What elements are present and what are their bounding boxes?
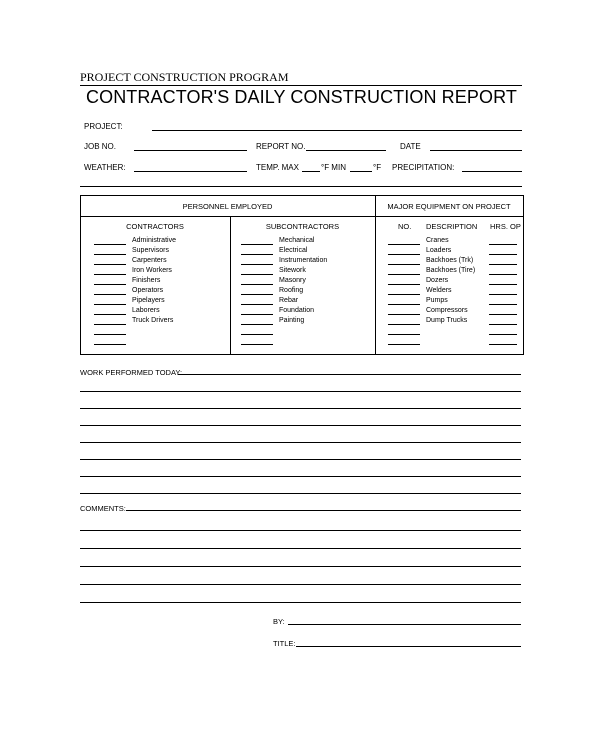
equipment-hrs-field[interactable] — [489, 334, 517, 335]
contractor-label: Iron Workers — [132, 267, 172, 274]
work-performed-line[interactable] — [80, 408, 521, 409]
project-label: PROJECT: — [84, 122, 123, 131]
subcontractor-label: Roofing — [279, 287, 304, 294]
subcontractor-count-field[interactable] — [241, 324, 273, 325]
equipment-label: Cranes — [426, 237, 449, 244]
equipment-label: Backhoes (Trk) — [426, 257, 474, 264]
report-title: CONTRACTOR'S DAILY CONSTRUCTION REPORT — [86, 87, 517, 107]
equipment-no-field[interactable] — [388, 344, 420, 345]
equipment-hrs-field[interactable] — [489, 324, 517, 325]
equipment-description-header: DESCRIPTION — [426, 222, 478, 231]
equipment-label: Compressors — [426, 307, 468, 314]
contractor-count-field[interactable] — [94, 334, 126, 335]
equipment-header: MAJOR EQUIPMENT ON PROJECT — [387, 202, 511, 211]
contractor-label: Supervisors — [132, 247, 169, 254]
program-title: PROJECT CONSTRUCTION PROGRAM — [80, 70, 289, 84]
equipment-hrs-field[interactable] — [489, 304, 517, 305]
comments-line[interactable] — [80, 530, 521, 531]
equipment-no-field[interactable] — [388, 324, 420, 325]
subcontractor-count-field[interactable] — [241, 314, 273, 315]
comments-line[interactable] — [80, 602, 521, 603]
personnel-header: PERSONNEL EMPLOYED — [182, 202, 273, 211]
work-performed-line[interactable] — [80, 459, 521, 460]
contractor-count-field[interactable] — [94, 344, 126, 345]
equipment-no-field[interactable] — [388, 274, 420, 275]
table-divider-equipment — [375, 195, 376, 354]
contractor-label: Carpenters — [132, 257, 167, 264]
title-label: TITLE: — [273, 639, 296, 648]
contractor-label: Administrative — [132, 237, 176, 244]
contractor-label: Finishers — [132, 277, 161, 284]
equipment-no-field[interactable] — [388, 304, 420, 305]
subcontractor-count-field[interactable] — [241, 334, 273, 335]
equipment-hrs-field[interactable] — [489, 344, 517, 345]
subcontractor-label: Sitework — [279, 267, 306, 274]
weather-field[interactable] — [134, 171, 247, 172]
contractor-count-field[interactable] — [94, 264, 126, 265]
equipment-no-field[interactable] — [388, 314, 420, 315]
temp-unit-label: °F — [373, 163, 382, 172]
contractor-label: Truck Drivers — [132, 317, 174, 324]
equipment-label: Backhoes (Tire) — [426, 267, 476, 274]
table-header-rule — [80, 216, 523, 217]
divider-top — [80, 186, 522, 187]
contractor-count-field[interactable] — [94, 274, 126, 275]
equipment-hrs-field[interactable] — [489, 244, 517, 245]
subcontractor-count-field[interactable] — [241, 294, 273, 295]
equipment-hrs-field[interactable] — [489, 284, 517, 285]
subcontractor-label: Painting — [279, 317, 305, 324]
work-performed-line[interactable] — [80, 493, 521, 494]
date-field[interactable] — [430, 150, 522, 151]
comments-label: COMMENTS: — [80, 504, 126, 513]
job-no-field[interactable] — [134, 150, 247, 151]
subcontractor-count-field[interactable] — [241, 284, 273, 285]
subcontractor-label: Mechanical — [279, 237, 315, 244]
equipment-hrs-header: HRS. OP — [490, 222, 521, 231]
equipment-no-field[interactable] — [388, 244, 420, 245]
contractors-header: CONTRACTORS — [126, 222, 184, 231]
subcontractor-label: Rebar — [279, 297, 299, 304]
header-rule — [80, 85, 522, 86]
equipment-no-field[interactable] — [388, 334, 420, 335]
equipment-label: Loaders — [426, 247, 452, 254]
personnel-equipment-table — [80, 195, 524, 355]
contractor-count-field[interactable] — [94, 254, 126, 255]
by-field[interactable] — [288, 624, 521, 625]
report-no-field[interactable] — [306, 150, 386, 151]
project-field[interactable] — [152, 130, 522, 131]
subcontractor-label: Foundation — [279, 307, 315, 314]
subcontractor-count-field[interactable] — [241, 264, 273, 265]
contractor-count-field[interactable] — [94, 314, 126, 315]
contractor-count-field[interactable] — [94, 284, 126, 285]
contractor-count-field[interactable] — [94, 244, 126, 245]
temp-min-field[interactable] — [350, 171, 372, 172]
subcontractors-header: SUBCONTRACTORS — [265, 222, 340, 231]
work-performed-line[interactable] — [80, 425, 521, 426]
subcontractor-label: Electrical — [279, 247, 308, 254]
by-label: BY: — [273, 617, 285, 626]
subcontractor-label: Instrumentation — [279, 257, 328, 264]
contractor-count-field[interactable] — [94, 304, 126, 305]
equipment-label: Pumps — [426, 297, 448, 304]
precipitation-field[interactable] — [462, 171, 522, 172]
subcontractor-count-field[interactable] — [241, 344, 273, 345]
comments-line[interactable] — [80, 548, 521, 549]
work-performed-line[interactable] — [80, 476, 521, 477]
equipment-no-field[interactable] — [388, 294, 420, 295]
title-field[interactable] — [296, 646, 521, 647]
equipment-hrs-field[interactable] — [489, 264, 517, 265]
contractor-label: Laborers — [132, 307, 160, 314]
comments-line[interactable] — [126, 510, 521, 511]
equipment-hrs-field[interactable] — [489, 294, 517, 295]
contractor-label: Operators — [132, 287, 164, 294]
subcontractor-count-field[interactable] — [241, 304, 273, 305]
work-performed-line[interactable] — [178, 374, 521, 375]
work-performed-line[interactable] — [80, 442, 521, 443]
work-performed-line[interactable] — [80, 391, 521, 392]
work-performed-label: WORK PERFORMED TODAY: — [80, 368, 183, 377]
comments-line[interactable] — [80, 584, 521, 585]
subcontractor-count-field[interactable] — [241, 244, 273, 245]
equipment-no-field[interactable] — [388, 254, 420, 255]
temp-max-label: TEMP. MAX — [256, 163, 299, 172]
equipment-no-header: NO. — [398, 222, 412, 231]
comments-line[interactable] — [80, 566, 521, 567]
equipment-no-field[interactable] — [388, 264, 420, 265]
date-label: DATE — [400, 142, 421, 151]
contractor-count-field[interactable] — [94, 324, 126, 325]
contractor-label: Pipelayers — [132, 297, 165, 304]
table-divider-contractors — [230, 216, 231, 354]
equipment-hrs-field[interactable] — [489, 314, 517, 315]
job-no-label: JOB NO. — [84, 142, 117, 151]
report-no-label: REPORT NO. — [256, 142, 306, 151]
subcontractor-label: Masonry — [279, 277, 306, 284]
equipment-hrs-field[interactable] — [489, 254, 517, 255]
temp-max-field[interactable] — [302, 171, 320, 172]
precipitation-label: PRECIPITATION: — [392, 163, 455, 172]
subcontractor-count-field[interactable] — [241, 274, 273, 275]
equipment-label: Welders — [426, 287, 452, 294]
equipment-hrs-field[interactable] — [489, 274, 517, 275]
temp-min-label: °F MIN — [321, 163, 346, 172]
contractor-count-field[interactable] — [94, 294, 126, 295]
weather-label: WEATHER: — [84, 163, 126, 172]
subcontractor-count-field[interactable] — [241, 254, 273, 255]
equipment-label: Dump Trucks — [426, 317, 468, 324]
equipment-label: Dozers — [426, 277, 449, 284]
equipment-no-field[interactable] — [388, 284, 420, 285]
